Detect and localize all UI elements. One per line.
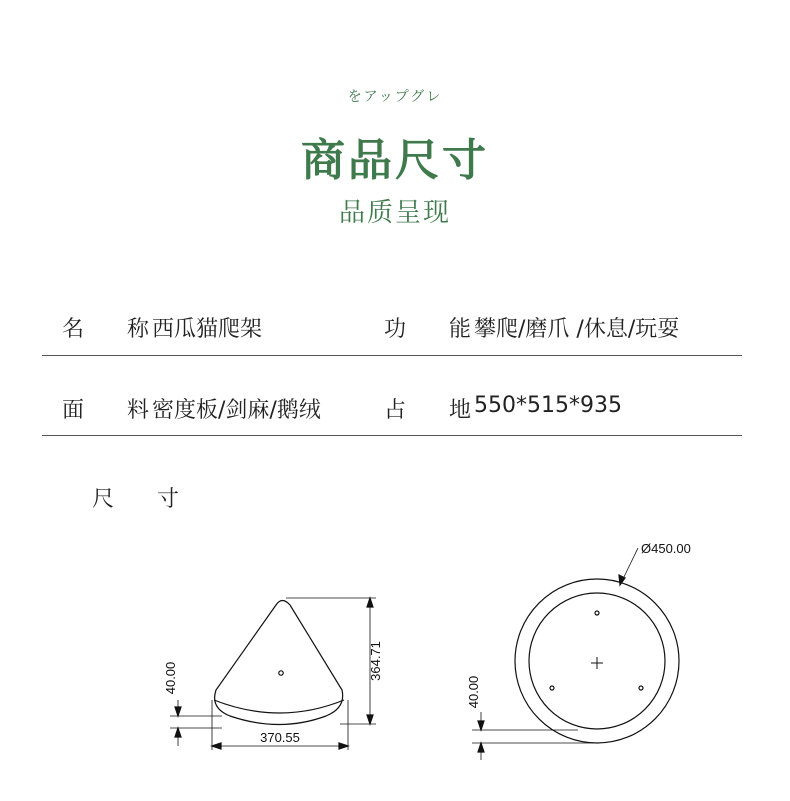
side-base-height-label: 40.00 xyxy=(163,661,178,695)
side-view-base-seam xyxy=(214,700,344,713)
width-dim-arrow-right xyxy=(339,743,348,749)
base-dim-arrow-bottom xyxy=(175,728,181,737)
spec-label-name: 名 称 xyxy=(62,317,167,342)
side-view-outline xyxy=(215,601,343,725)
diameter-leader-line xyxy=(622,548,638,581)
dimensions-section-label: 尺 寸 xyxy=(92,487,197,512)
spec-label-footprint: 占 地 xyxy=(384,398,489,423)
spec-value-function: 攀爬/磨爪 /休息/玩耍 xyxy=(474,317,680,342)
height-dim-arrow-bottom xyxy=(367,715,373,724)
top-base-dim-arrow-bottom xyxy=(478,743,484,752)
page-title: 商品尺寸 xyxy=(301,135,489,186)
spec-value-footprint: 550*515*935 xyxy=(474,393,622,418)
width-dim-arrow-left xyxy=(212,743,221,749)
top-base-height-label: 40.00 xyxy=(466,675,481,709)
height-dim-arrow-top xyxy=(367,598,373,607)
side-width-label: 370.55 xyxy=(260,730,300,745)
side-view-hole xyxy=(279,671,283,675)
top-view-hole-right xyxy=(639,686,643,690)
spec-value-name: 西瓜猫爬架 xyxy=(152,317,263,342)
top-view-hole-top xyxy=(595,611,599,615)
top-view-hole-left xyxy=(550,686,554,690)
side-height-label: 364.71 xyxy=(368,641,383,681)
page-tagline: 品质呈现 xyxy=(338,198,451,228)
top-view-drawing xyxy=(472,548,679,760)
top-base-dim-arrow-top xyxy=(478,721,484,730)
eyebrow-text: をアップグレ xyxy=(347,89,443,105)
side-view-drawing xyxy=(170,598,376,750)
spec-value-material: 密度板/剑麻/鹅绒 xyxy=(152,398,321,423)
base-dim-arrow-top xyxy=(175,707,181,716)
spec-label-function: 功 能 xyxy=(384,317,489,342)
spec-label-material: 面 料 xyxy=(62,398,167,423)
top-diameter-label: Ø450.00 xyxy=(641,541,691,556)
